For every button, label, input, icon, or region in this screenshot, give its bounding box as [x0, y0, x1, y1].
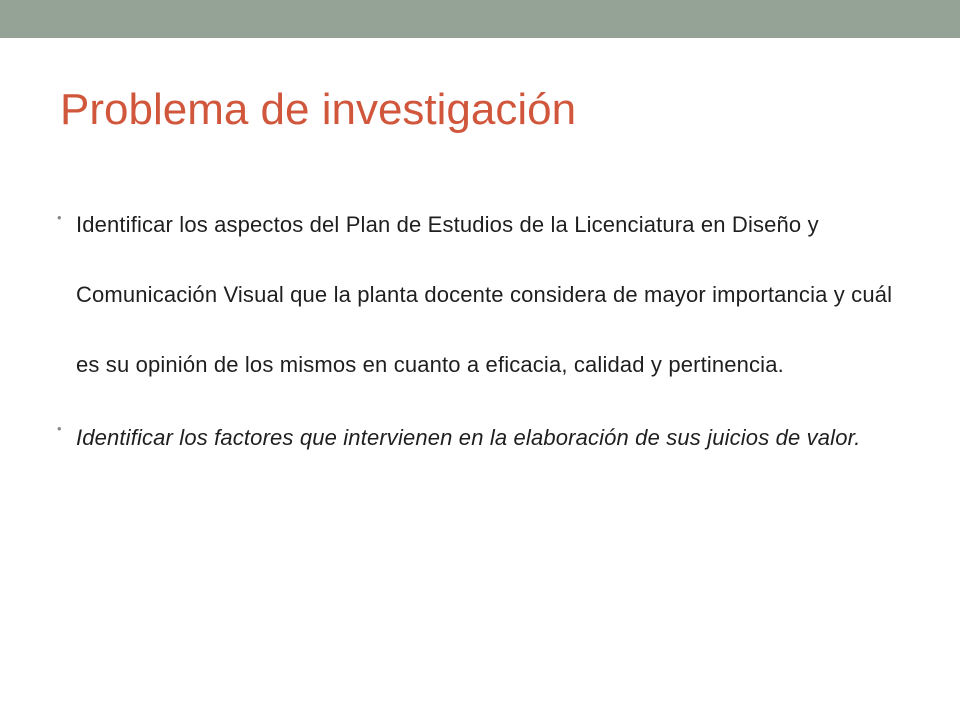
bullet-icon: •: [57, 210, 62, 225]
bullet-list: [57, 190, 917, 475]
bullet-item-factores: [57, 401, 917, 475]
bullet-item-aspectos: [57, 190, 917, 400]
bullet-text: Identificar los aspectos del Plan de Estudios de la Licenciatura en Diseño y Comunicación Visual que la planta docente considera de mayor importancia y cuál es su opinión de los mismos en cuanto a eficacia, calidad y pertinencia.: [76, 212, 893, 377]
slide-title: Problema de investigación: [60, 85, 577, 134]
bullet-text: Identificar los factores que intervienen en la elaboración de sus juicios de valor.: [76, 425, 861, 450]
top-accent-bar: [0, 0, 960, 38]
bullet-icon: •: [57, 421, 62, 436]
